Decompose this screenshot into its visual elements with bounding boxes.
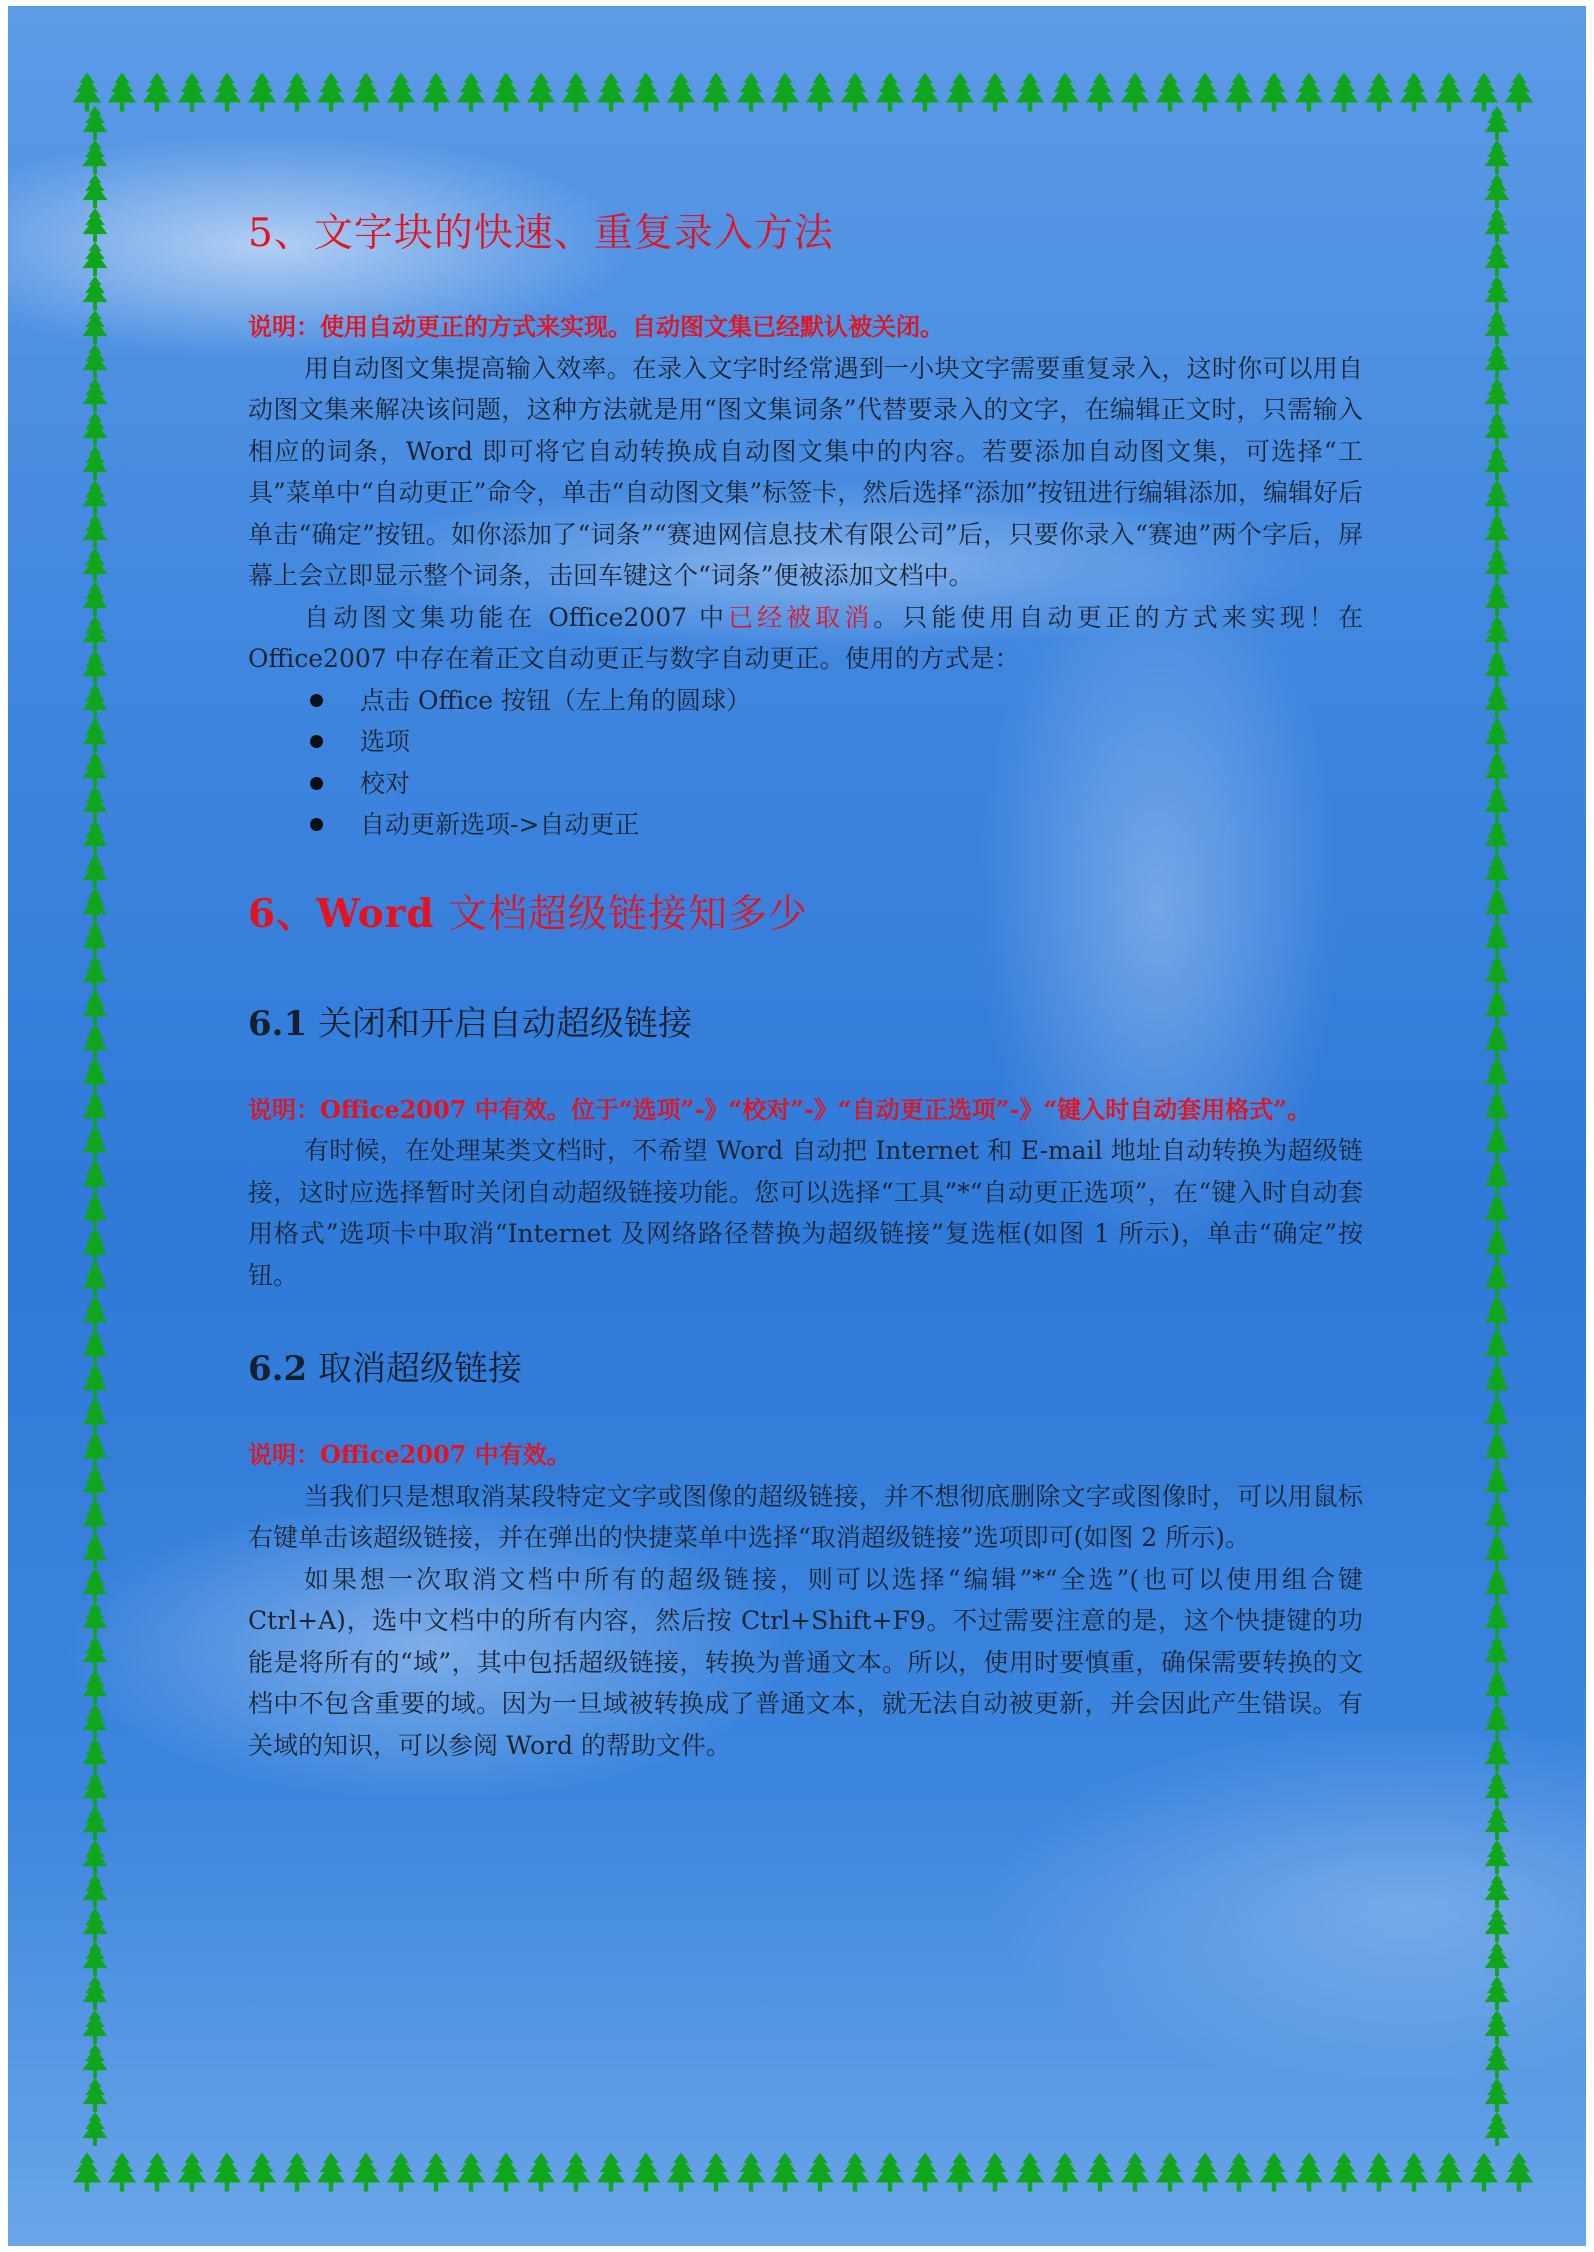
christmas-tree-icon [840,2152,870,2192]
christmas-tree-icon [1480,1432,1514,1466]
christmas-tree-icon [78,1636,112,1670]
christmas-tree-icon [282,72,312,112]
christmas-tree-icon [1480,1466,1514,1500]
christmas-tree-icon [1480,276,1514,310]
list-item: 选项 [248,721,1363,763]
christmas-tree-icon [78,1364,112,1398]
christmas-tree-icon [78,1466,112,1500]
list-item: 点击 Office 按钮（左上角的圆球） [248,680,1363,722]
christmas-tree-icon [1480,1160,1514,1194]
christmas-tree-icon [770,72,800,112]
christmas-tree-icon [701,2152,731,2192]
christmas-tree-icon [1480,344,1514,378]
christmas-tree-icon [78,1160,112,1194]
section-5-paragraph-1: 用自动图文集提高输入效率。在录入文字时经常遇到一小块文字需要重复录入，这时你可以用自动图文集来解决该问题，这种方法就是用“图文集词条”代替要录入的文字，在编辑正文时，只需输入相应的词条，Word 即可将它自动转换成自动图文集中的内容。若要添加自动图文集，可选择“工具”菜单中“自动更正”命令，单击“自动图文集”标签卡，然后选择“添加”按钮进行编辑添加，编辑好后单击“确定”按钮。如你添加了“词条”“赛迪网信息技术有限公司”后，只要你录入“赛迪”两个字后，屏幕上会立即显示整个词条，击回车键这个“词条”便被添加文档中。 [248,353,1363,590]
christmas-tree-icon [78,956,112,990]
christmas-tree-icon [78,1500,112,1534]
christmas-tree-icon [142,2152,172,2192]
christmas-tree-icon [351,2152,381,2192]
christmas-tree-icon [945,72,975,112]
christmas-tree-icon [78,1262,112,1296]
christmas-tree-icon [980,72,1010,112]
christmas-tree-icon [78,1194,112,1228]
christmas-tree-icon [78,1670,112,1704]
christmas-tree-icon [1480,990,1514,1024]
christmas-tree-icon [78,310,112,344]
christmas-tree-icon [1399,72,1429,112]
christmas-tree-icon [1224,72,1254,112]
christmas-tree-icon [1480,684,1514,718]
christmas-tree-icon [1480,1330,1514,1364]
christmas-tree-icon [1480,1772,1514,1806]
christmas-tree-icon [78,1840,112,1874]
christmas-tree-icon [1480,1636,1514,1670]
christmas-tree-icon [1329,72,1359,112]
christmas-tree-icon [875,72,905,112]
christmas-tree-icon [1480,1194,1514,1228]
bullet-dot-icon [310,818,323,831]
christmas-tree-icon [1480,1364,1514,1398]
christmas-tree-icon [1480,378,1514,412]
christmas-tree-icon [840,72,870,112]
christmas-tree-icon [1480,1602,1514,1636]
christmas-tree-icon [386,72,416,112]
christmas-tree-icon [1120,72,1150,112]
christmas-tree-icon [1120,2152,1150,2192]
christmas-tree-icon [212,2152,242,2192]
christmas-tree-icon [1480,718,1514,752]
christmas-tree-icon [1480,752,1514,786]
christmas-tree-icon [1259,72,1289,112]
christmas-tree-icon [78,1432,112,1466]
subsection-6-2-paragraph-1: 当我们只是想取消某段特定文字或图像的超级链接，并不想彻底删除文字或图像时，可以用鼠标右键单击该超级链接，并在弹出的快捷菜单中选择“取消超级链接”选项即可(如图 2 所示)。 [248,1481,1363,1552]
christmas-tree-icon [980,2152,1010,2192]
christmas-tree-icon [526,72,556,112]
christmas-tree-icon [78,582,112,616]
christmas-tree-icon [631,72,661,112]
christmas-tree-icon [805,72,835,112]
christmas-tree-icon [78,344,112,378]
christmas-tree-icon [78,548,112,582]
christmas-tree-icon [1015,2152,1045,2192]
christmas-tree-icon [1434,2152,1464,2192]
page-background [8,6,1586,2246]
subsection-6-1-paragraph: 有时候，在处理某类文档时，不希望 Word 自动把 Internet 和 E-mail 地址自动转换为超级链接，这时应选择暂时关闭自动超级链接功能。您可以选择“工具”*“自动更正选项”，在“键入时自动套用格式”选项卡中取消“Internet 及网络路径替换为超级链接”复选框(如图 1 所示)，单击“确定”按钮。 [248,1136,1363,1290]
bullet-dot-icon [310,694,323,707]
christmas-tree-icon [561,72,591,112]
christmas-tree-icon [1480,2112,1514,2146]
christmas-tree-icon [1480,2044,1514,2078]
christmas-tree-icon [770,2152,800,2192]
christmas-tree-icon [78,1398,112,1432]
christmas-tree-icon [491,72,521,112]
christmas-tree-icon [351,72,381,112]
subsection-6-1-note: 说明：Office2007 中有效。位于“选项”-》“校对”-》“自动更正选项”-》“键入时自动套用格式”。 [248,1094,1312,1124]
christmas-tree-icon [78,412,112,446]
christmas-tree-icon [316,2152,346,2192]
christmas-tree-icon [78,684,112,718]
christmas-tree-icon [78,1568,112,1602]
christmas-tree-icon [1085,2152,1115,2192]
christmas-tree-icon [1480,208,1514,242]
christmas-tree-icon [78,2010,112,2044]
christmas-tree-icon [78,140,112,174]
christmas-tree-icon [596,72,626,112]
christmas-tree-icon [1015,72,1045,112]
christmas-tree-icon [78,786,112,820]
section-5-bullet-list [248,680,1363,846]
christmas-tree-icon [1480,922,1514,956]
christmas-tree-icon [1480,616,1514,650]
christmas-tree-icon [1480,2078,1514,2112]
christmas-tree-icon [910,2152,940,2192]
christmas-tree-icon [1480,1874,1514,1908]
christmas-tree-icon [1329,2152,1359,2192]
christmas-tree-icon [78,174,112,208]
christmas-tree-icon [72,2152,102,2192]
christmas-tree-icon [1480,1670,1514,1704]
christmas-tree-icon [1480,820,1514,854]
subsection-6-1-heading: 6.1 关闭和开启自动超级链接 [248,1003,692,1044]
christmas-tree-icon [142,72,172,112]
christmas-tree-icon [78,1738,112,1772]
subsection-6-2-note: 说明：Office2007 中有效。 [248,1440,571,1469]
christmas-tree-icon [1050,72,1080,112]
christmas-tree-icon [1480,1024,1514,1058]
christmas-tree-icon [1050,2152,1080,2192]
christmas-tree-icon [1294,2152,1324,2192]
christmas-tree-icon [78,820,112,854]
christmas-tree-icon [1480,1262,1514,1296]
bullet-dot-icon [310,735,323,748]
christmas-tree-icon [1480,786,1514,820]
christmas-tree-icon [1480,106,1514,140]
christmas-tree-icon [631,2152,661,2192]
christmas-tree-icon [78,2112,112,2146]
christmas-tree-icon [247,2152,277,2192]
christmas-tree-icon [78,990,112,1024]
christmas-tree-icon [282,2152,312,2192]
christmas-tree-icon [78,1874,112,1908]
christmas-tree-icon [1480,1908,1514,1942]
christmas-tree-icon [1480,1738,1514,1772]
christmas-tree-icon [1155,2152,1185,2192]
christmas-tree-icon [1480,548,1514,582]
christmas-tree-icon [177,2152,207,2192]
christmas-tree-icon [1480,174,1514,208]
christmas-tree-icon [78,922,112,956]
christmas-tree-icon [78,1772,112,1806]
christmas-tree-icon [666,72,696,112]
subsection-6-2-paragraph-2: 如果想一次取消文档中所有的超级链接，则可以选择“编辑”*“全选”(也可以使用组合键 Ctrl+A)，选中文档中的所有内容，然后按 Ctrl+Shift+F9。不过需要注意的是，这个快捷键的功能是将所有的“域”，其中包括超级链接，转换为普通文本。所以，使用时要慎重，确保需要转换的文档中不包含重要的域。因为一旦域被转换成了普通文本，就无法自动被更新，并会因此产生错误。有关域的知识，可以参阅 Word 的帮助文件。 [248,1564,1363,1760]
christmas-tree-icon [945,2152,975,2192]
christmas-tree-icon [736,72,766,112]
list-item: 校对 [248,763,1363,805]
section-5-paragraph-2: 自动图文集功能在 Office2007 中已经被取消。只能使用自动更正的方式来实现！在 Office2007 中存在着正文自动更正与数字自动更正。使用的方式是： [248,602,1363,673]
christmas-tree-icon [78,378,112,412]
list-item: 自动更新选项->自动更正 [248,804,1363,846]
christmas-tree-icon [1480,582,1514,616]
christmas-tree-icon [78,1534,112,1568]
christmas-tree-icon [456,72,486,112]
christmas-tree-icon [1480,480,1514,514]
christmas-tree-icon [78,1330,112,1364]
christmas-tree-icon [805,2152,835,2192]
christmas-tree-icon [247,72,277,112]
christmas-tree-icon [177,72,207,112]
christmas-tree-icon [1480,1534,1514,1568]
christmas-tree-icon [78,514,112,548]
christmas-tree-icon [1480,650,1514,684]
christmas-tree-icon [1480,1976,1514,2010]
christmas-tree-icon [1480,1806,1514,1840]
christmas-tree-icon [1480,1092,1514,1126]
tree-border-bottom [72,2152,1534,2192]
christmas-tree-icon [78,242,112,276]
christmas-tree-icon [1469,2152,1499,2192]
christmas-tree-icon [386,2152,416,2192]
christmas-tree-icon [1480,1704,1514,1738]
section-6-heading: 6、Word 文档超级链接知多少 [248,890,808,937]
christmas-tree-icon [1259,2152,1289,2192]
christmas-tree-icon [316,72,346,112]
christmas-tree-icon [1480,1058,1514,1092]
christmas-tree-icon [1190,72,1220,112]
christmas-tree-icon [78,2078,112,2112]
christmas-tree-icon [1480,1568,1514,1602]
christmas-tree-icon [526,2152,556,2192]
christmas-tree-icon [1480,1398,1514,1432]
christmas-tree-icon [78,1908,112,1942]
christmas-tree-icon [78,718,112,752]
christmas-tree-icon [78,1806,112,1840]
christmas-tree-icon [1480,1500,1514,1534]
christmas-tree-icon [736,2152,766,2192]
christmas-tree-icon [78,1228,112,1262]
document-content [248,206,1363,1766]
christmas-tree-icon [212,72,242,112]
christmas-tree-icon [1480,1228,1514,1262]
christmas-tree-icon [1480,242,1514,276]
christmas-tree-icon [1480,310,1514,344]
christmas-tree-icon [875,2152,905,2192]
christmas-tree-icon [1190,2152,1220,2192]
christmas-tree-icon [1480,140,1514,174]
christmas-tree-icon [1224,2152,1254,2192]
christmas-tree-icon [1434,72,1464,112]
christmas-tree-icon [78,2044,112,2078]
christmas-tree-icon [421,72,451,112]
christmas-tree-icon [1480,514,1514,548]
christmas-tree-icon [1480,412,1514,446]
christmas-tree-icon [78,854,112,888]
christmas-tree-icon [1364,2152,1394,2192]
christmas-tree-icon [1480,1840,1514,1874]
christmas-tree-icon [1399,2152,1429,2192]
christmas-tree-icon [1480,888,1514,922]
christmas-tree-icon [1480,1942,1514,1976]
christmas-tree-icon [1480,956,1514,990]
christmas-tree-icon [78,888,112,922]
christmas-tree-icon [78,276,112,310]
christmas-tree-icon [1085,72,1115,112]
section-5-heading: 5、文字块的快速、重复录入方法 [248,211,834,256]
christmas-tree-icon [666,2152,696,2192]
christmas-tree-icon [561,2152,591,2192]
christmas-tree-icon [78,650,112,684]
christmas-tree-icon [1480,2010,1514,2044]
christmas-tree-icon [1480,1126,1514,1160]
subsection-6-2-heading: 6.2 取消超级链接 [248,1349,522,1389]
christmas-tree-icon [701,72,731,112]
tree-border-top [72,72,1534,112]
christmas-tree-icon [78,208,112,242]
tree-border-right [1480,106,1514,2146]
christmas-tree-icon [1155,72,1185,112]
christmas-tree-icon [78,480,112,514]
christmas-tree-icon [78,1058,112,1092]
christmas-tree-icon [78,1602,112,1636]
christmas-tree-icon [1480,446,1514,480]
christmas-tree-icon [78,1296,112,1330]
removed-highlight: 已经被取消 [728,602,874,632]
christmas-tree-icon [1504,2152,1534,2192]
christmas-tree-icon [1480,854,1514,888]
christmas-tree-icon [596,2152,626,2192]
christmas-tree-icon [78,1024,112,1058]
christmas-tree-icon [1364,72,1394,112]
christmas-tree-icon [491,2152,521,2192]
christmas-tree-icon [107,2152,137,2192]
section-5-note: 说明：使用自动更正的方式来实现。自动图文集已经默认被关闭。 [248,312,944,341]
christmas-tree-icon [78,1942,112,1976]
christmas-tree-icon [78,616,112,650]
tree-border-left [78,106,112,2146]
bullet-dot-icon [310,777,323,790]
christmas-tree-icon [910,72,940,112]
christmas-tree-icon [456,2152,486,2192]
christmas-tree-icon [78,1704,112,1738]
christmas-tree-icon [421,2152,451,2192]
christmas-tree-icon [78,1976,112,2010]
christmas-tree-icon [78,106,112,140]
christmas-tree-icon [78,1126,112,1160]
christmas-tree-icon [78,446,112,480]
christmas-tree-icon [78,752,112,786]
christmas-tree-icon [1294,72,1324,112]
christmas-tree-icon [1480,1296,1514,1330]
christmas-tree-icon [78,1092,112,1126]
